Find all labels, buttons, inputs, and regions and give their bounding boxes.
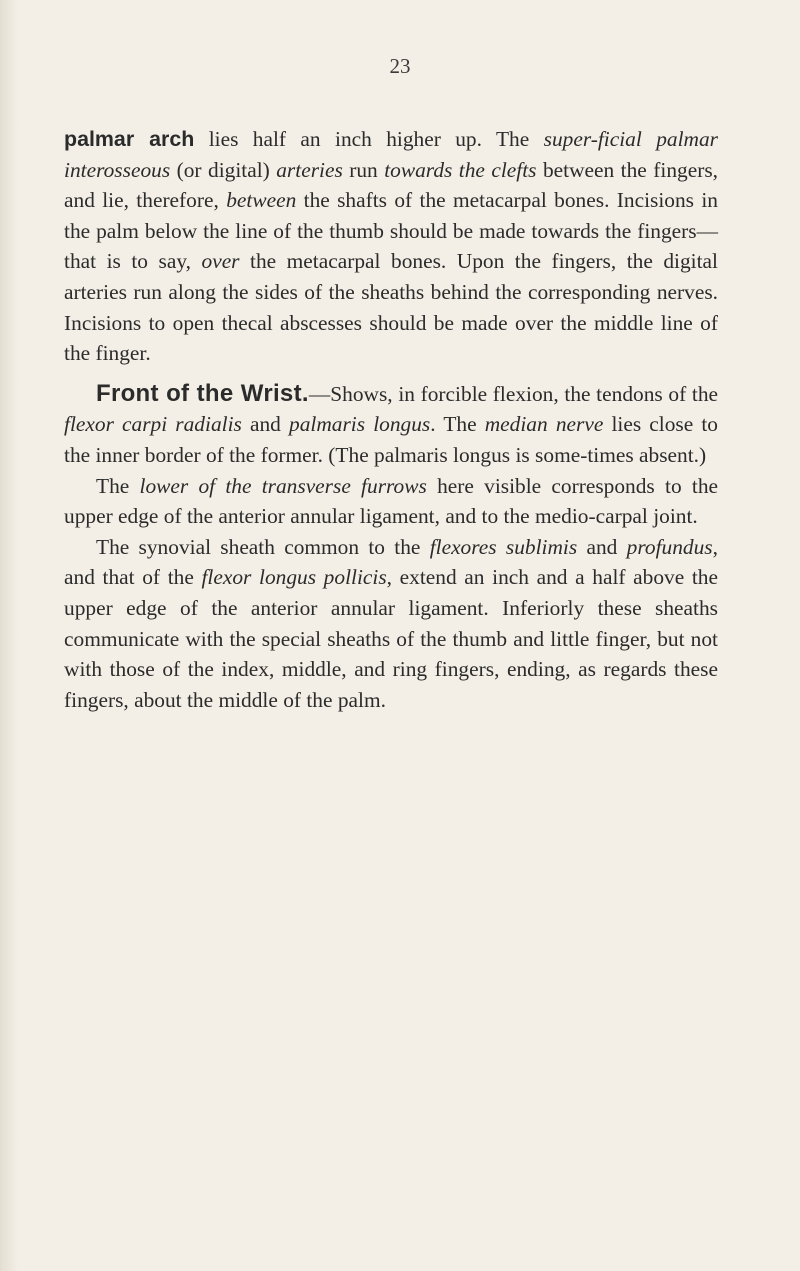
text-run: , and that of the bbox=[64, 534, 718, 590]
text-run: The bbox=[96, 473, 140, 498]
text-run: —Shows, in forcible flexion, the tendons of the bbox=[308, 381, 719, 406]
text-run: lies close to the inner border of the former. (The palmaris longus is some-times absent.) bbox=[64, 412, 718, 467]
paragraph-front-of-wrist bbox=[64, 379, 718, 471]
text-run: here visible corresponds to the upper edge of the anterior annular ligament, and to the medio-carpal joint. bbox=[64, 473, 719, 529]
text-run: the shafts of the metacarpal bones. Incisions in the palm below the line of the thumb should be made towards the fingers—that is to say, bbox=[64, 188, 718, 274]
text-run: run bbox=[342, 157, 385, 182]
italic-term: super-ficial palmar interosseous bbox=[64, 127, 718, 182]
italic-term: towards the clefts bbox=[384, 157, 537, 182]
text-run: and bbox=[241, 412, 289, 437]
text-run: lies half an inch higher up. The bbox=[194, 127, 544, 151]
lead-term: palmar arch bbox=[64, 127, 195, 151]
paragraph-palmar-arch bbox=[64, 124, 718, 369]
text-run: . The bbox=[430, 412, 485, 437]
section-heading: Front of the Wrist. bbox=[96, 379, 309, 407]
text-run: , extend an inch and a half above the upper edge of the anterior annular ligament. Inferiorly these sheaths communicate with the special sheaths of the thumb and little finger, but not with those of the index, middle, and ring fingers, ending, as regards these fingers, about the middle of the palm. bbox=[64, 565, 718, 712]
page-edge-shadow bbox=[0, 0, 18, 1271]
italic-term: flexores sublimis bbox=[429, 534, 578, 559]
italic-term: flexor carpi radialis bbox=[64, 412, 242, 437]
italic-term: lower of the transverse furrows bbox=[139, 473, 427, 498]
page-number: 23 bbox=[389, 54, 411, 78]
body-text bbox=[64, 124, 718, 715]
text-run: (or digital) bbox=[170, 157, 277, 182]
italic-term: between bbox=[226, 188, 297, 213]
text-run: between the fingers, and lie, therefore, bbox=[64, 157, 718, 213]
italic-term: palmaris longus bbox=[289, 412, 431, 437]
text-run: The synovial sheath common to the bbox=[96, 534, 430, 559]
text-run: the metacarpal bones. Upon the fingers, the digital arteries run along the sides of the sheaths behind the corresponding nerves. Incisions to open thecal abscesses should be made over the middle line of the finger. bbox=[64, 249, 718, 366]
italic-term: flexor longus pollicis bbox=[201, 565, 387, 590]
italic-term: median nerve bbox=[484, 412, 604, 437]
italic-term: over bbox=[201, 249, 240, 274]
italic-term: profundus bbox=[626, 534, 713, 559]
italic-term: arteries bbox=[276, 157, 343, 182]
text-run: and bbox=[577, 534, 627, 559]
paragraph-transverse-furrows bbox=[64, 471, 718, 532]
paragraph-synovial-sheath bbox=[64, 532, 718, 716]
